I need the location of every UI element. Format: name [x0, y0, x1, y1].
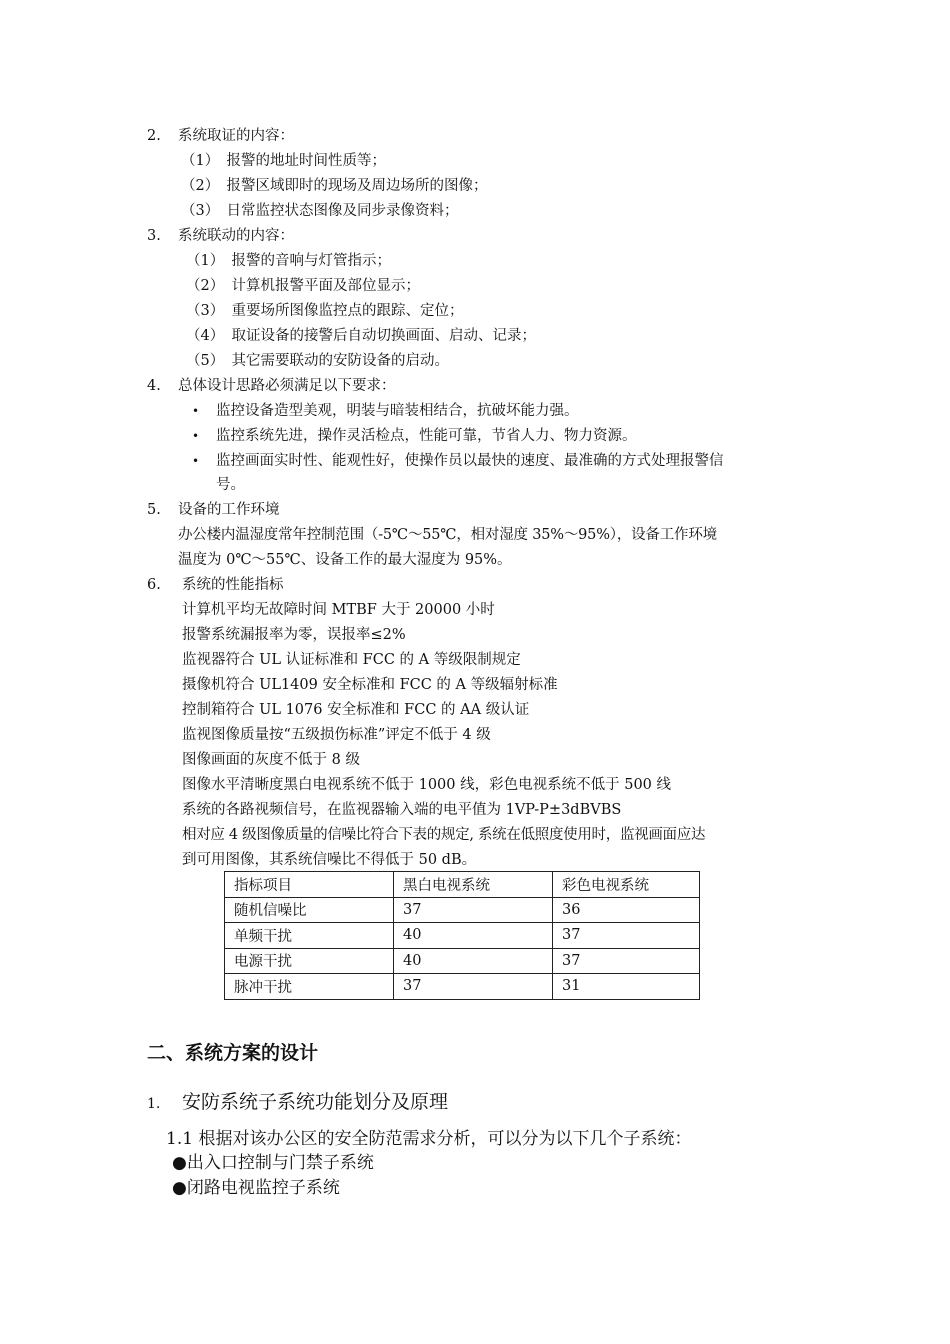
- table-cell: 脉冲干扰: [225, 974, 394, 1000]
- section-6-line: 图像画面的灰度不低于 8 级: [182, 752, 360, 768]
- table-cell: 37: [553, 923, 700, 949]
- section-4-item: 监控画面实时性、能观性好，使操作员以最快的速度、最准确的方式处理报警信: [216, 453, 724, 469]
- chapter-heading: 二、系统方案的设计: [147, 1042, 319, 1064]
- section-3-item: （1） 报警的音响与灯管指示；: [186, 253, 391, 269]
- table-row: [225, 923, 700, 949]
- bullet-dot: •: [192, 404, 200, 418]
- section-2-title: 系统取证的内容：: [178, 128, 294, 144]
- section-3-item: （5） 其它需要联动的安防设备的启动。: [186, 353, 449, 369]
- section-3-item: （4） 取证设备的接警后自动切换画面、启动、记录；: [186, 328, 536, 344]
- bullet-dot: •: [192, 429, 200, 443]
- section-4-item-continuation: 号。: [216, 477, 245, 493]
- table-header-cell: 彩色电视系统: [553, 872, 700, 898]
- section-6-line: 控制箱符合 UL 1076 安全标准和 FCC 的 AA 级认证: [182, 702, 530, 718]
- section-6-line: 计算机平均无故障时间 MTBF 大于 20000 小时: [182, 602, 495, 618]
- section-5-line: 温度为 0℃～55℃、设备工作的最大湿度为 95%。: [178, 552, 512, 568]
- section-6-line: 相对应 4 级图像质量的信噪比符合下表的规定, 系统在低照度使用时，监视画面应达: [182, 827, 706, 843]
- section-6-line: 系统的各路视频信号，在监视器输入端的电平值为 1VP-P±3dBVBS: [182, 802, 622, 818]
- table-cell: 37: [394, 974, 553, 1000]
- intro-paragraph: 1.1 根据对该办公区的安全防范需求分析，可以分为以下几个子系统：: [166, 1129, 692, 1149]
- table-header-row: [225, 872, 700, 898]
- section-5-line: 办公楼内温湿度常年控制范围（-5℃～55℃，相对湿度 35%～95%），设备工作环境: [178, 527, 717, 543]
- table-cell: 36: [553, 897, 700, 923]
- bullet-dot: •: [192, 454, 200, 468]
- table-cell: 单频干扰: [225, 923, 394, 949]
- section-6-line: 监视器符合 UL 认证标准和 FCC 的 A 等级限制规定: [182, 652, 521, 668]
- table-cell: 40: [394, 948, 553, 974]
- subsystem-item: ●出入口控制与门禁子系统: [172, 1153, 374, 1173]
- section-6-line: 监视图像质量按“五级损伤标准”评定不低于 4 级: [182, 727, 491, 743]
- table-cell: 随机信噪比: [225, 897, 394, 923]
- section-6-line: 图像水平清晰度黑白电视系统不低于 1000 线，彩色电视系统不低于 500 线: [182, 777, 672, 793]
- table-header-cell: 指标项目: [225, 872, 394, 898]
- table-cell: 31: [553, 974, 700, 1000]
- snr-table: [224, 871, 700, 1000]
- section-4-item: 监控系统先进，操作灵活检点，性能可靠，节省人力、物力资源。: [216, 428, 637, 444]
- section-4-item: 监控设备造型美观，明装与暗装相结合，抗破坏能力强。: [216, 403, 579, 419]
- section-3-item: （2） 计算机报警平面及部位显示；: [186, 278, 420, 294]
- section-6-line: 摄像机符合 UL1409 安全标准和 FCC 的 A 等级辐射标准: [182, 677, 558, 693]
- section-2-item: （2） 报警区域即时的现场及周边场所的图像；: [181, 178, 488, 194]
- table-cell: 37: [394, 897, 553, 923]
- section-2-number: 2.: [147, 128, 161, 144]
- section-2-item: （1） 报警的地址时间性质等；: [181, 153, 386, 169]
- section-6-number: 6.: [147, 577, 161, 593]
- section-4-number: 4.: [147, 378, 161, 394]
- section-4-title: 总体设计思路必须满足以下要求：: [178, 378, 396, 394]
- table-row: [225, 897, 700, 923]
- section-6-line: 报警系统漏报率为零，误报率≤2%: [182, 627, 406, 643]
- subsection-title: 安防系统子系统功能划分及原理: [182, 1091, 449, 1113]
- section-3-number: 3.: [147, 228, 161, 244]
- section-5-title: 设备的工作环境: [178, 502, 280, 518]
- table-header-cell: 黑白电视系统: [394, 872, 553, 898]
- section-6-title: 系统的性能指标: [182, 577, 284, 593]
- table-cell: 电源干扰: [225, 948, 394, 974]
- section-2-item: （3） 日常监控状态图像及同步录像资料；: [181, 203, 459, 219]
- table-row: [225, 974, 700, 1000]
- table-row: [225, 948, 700, 974]
- subsystem-item: ●闭路电视监控子系统: [172, 1178, 340, 1198]
- section-3-title: 系统联动的内容：: [178, 228, 294, 244]
- section-5-number: 5.: [147, 502, 161, 518]
- table-cell: 40: [394, 923, 553, 949]
- subsection-number: 1.: [147, 1096, 161, 1112]
- section-6-line: 到可用图像，其系统信噪比不得低于 50 dB。: [182, 852, 477, 868]
- table-cell: 37: [553, 948, 700, 974]
- section-3-item: （3） 重要场所图像监控点的跟踪、定位；: [186, 303, 464, 319]
